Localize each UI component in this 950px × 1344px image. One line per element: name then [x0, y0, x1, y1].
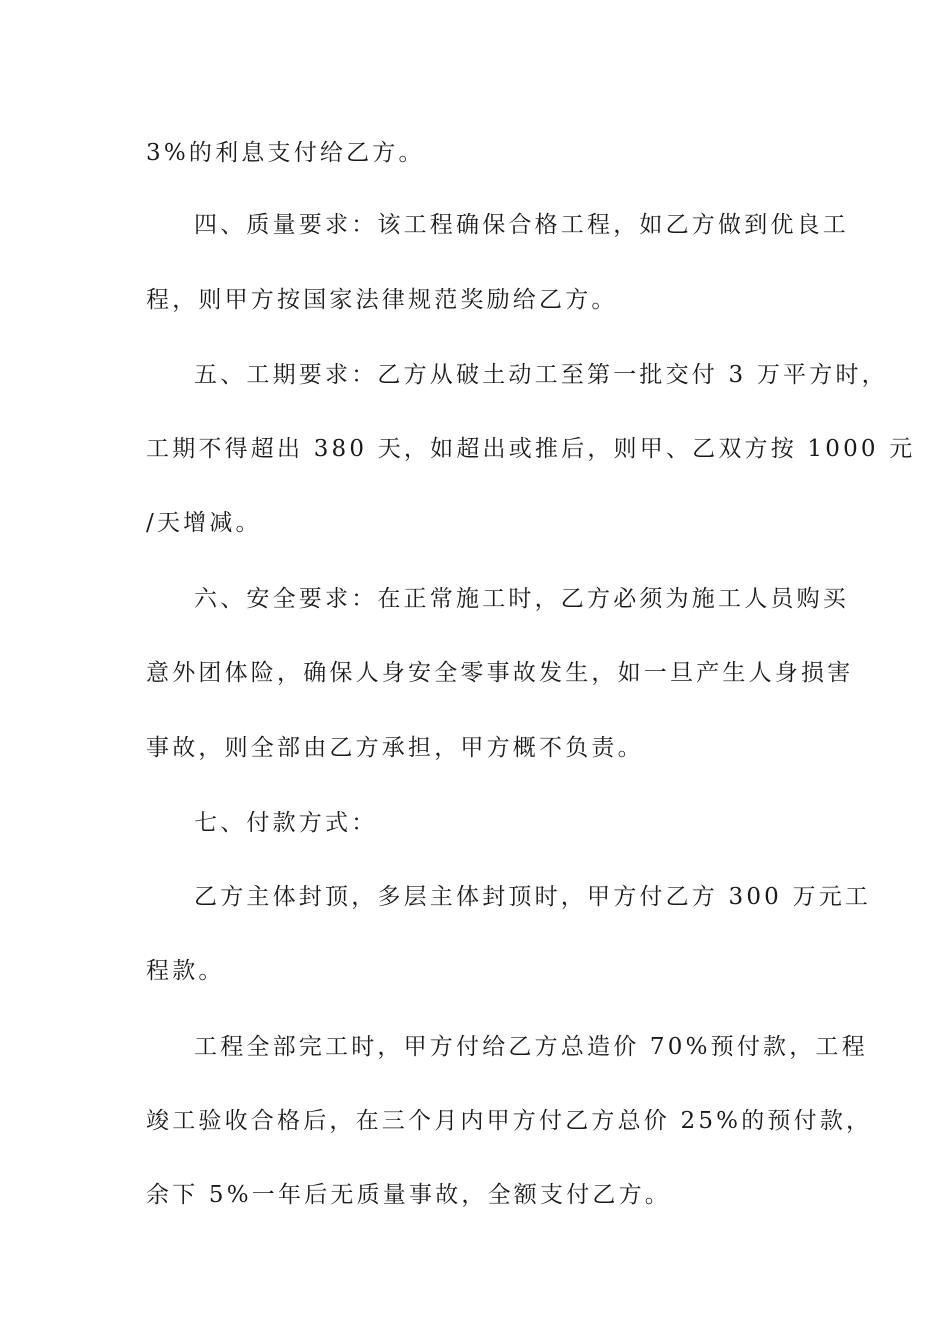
text-line: 余下 5%一年后无质量事故，全额支付乙方。 — [146, 1182, 671, 1208]
section-payment-method: 七、付款方式： — [194, 810, 378, 836]
section-safety-requirements: 六、安全要求：在正常施工时，乙方必须为施工人员购买 — [194, 586, 849, 612]
text-line: 工期不得超出 380 天，如超出或推后，则甲、乙双方按 1000 元 — [146, 436, 916, 462]
text-line: 事故，则全部由乙方承担，甲方概不负责。 — [146, 735, 644, 761]
text-line: /天增减。 — [146, 510, 262, 536]
payment-clause-2: 工程全部完工时，甲方付给乙方总造价 70%预付款，工程 — [194, 1034, 868, 1060]
payment-clause-1: 乙方主体封顶，多层主体封顶时，甲方付乙方 300 万元工 — [194, 884, 872, 910]
section-schedule-requirements: 五、工期要求：乙方从破土动工至第一批交付 3 万平方时， — [194, 362, 888, 388]
text-line: 3%的利息支付给乙方。 — [146, 140, 425, 166]
text-line: 竣工验收合格后，在三个月内甲方付乙方总价 25%的预付款， — [146, 1108, 873, 1134]
text-line: 程款。 — [146, 958, 225, 984]
section-quality-requirements: 四、质量要求：该工程确保合格工程，如乙方做到优良工 — [194, 212, 849, 238]
text-line: 意外团体险，确保人身安全零事故发生，如一旦产生人身损害 — [146, 660, 854, 686]
text-line: 程，则甲方按国家法律规范奖励给乙方。 — [146, 287, 618, 313]
